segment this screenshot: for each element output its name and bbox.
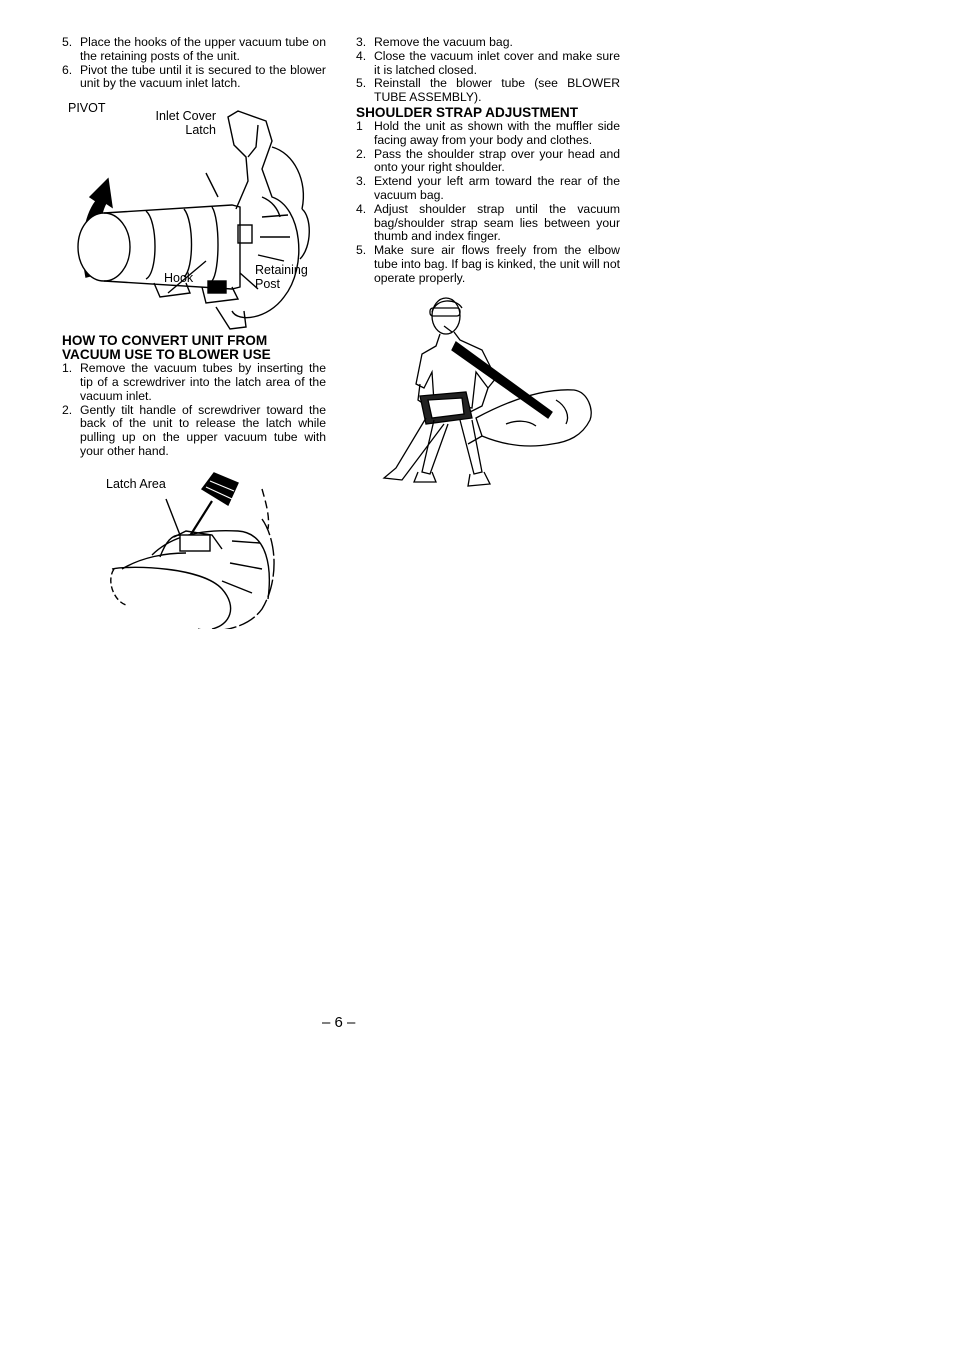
list-item: 1. Remove the vacuum tubes by inserting the tip of a screwdriver into the latch area of the vacuum inlet. <box>62 361 326 403</box>
retaining-post-label: Retaining Post <box>255 263 308 292</box>
hook-label: Hook <box>164 271 194 286</box>
list-item: 2. Pass the shoulder strap over your head and onto your right shoulder. <box>356 146 620 175</box>
latch-area-label: Latch Area <box>106 476 166 491</box>
list-item: 4. Adjust shoulder strap until the vacuum bag/shoulder strap seam lies between your thumb and index finger. <box>356 201 620 244</box>
list-item: 5. Reinstall the blower tube (see BLOWER TUBE ASSEMBLY). <box>356 76 620 105</box>
list-item: 1 Hold the unit as shown with the muffler side facing away from your body and clothes. <box>356 118 620 147</box>
left-column <box>62 36 326 629</box>
convert-steps-list <box>62 362 326 459</box>
vacuum-tube-pivot-figure <box>62 97 326 331</box>
shoulder-strap-heading: SHOULDER STRAP ADJUSTMENT <box>356 104 579 120</box>
list-item: 2. Gently tilt handle of screwdriver toward the back of the unit to release the latch while pulling up on the upper vacuum tube with your other hand. <box>62 402 326 458</box>
latch-area-figure <box>62 469 326 629</box>
page-number: – 6 – <box>322 1014 356 1031</box>
convert-heading: HOW TO CONVERT UNIT FROM VACUUM USE TO BLOWER USE <box>62 333 271 363</box>
operator-with-vacuum-figure <box>356 292 620 502</box>
screwdriver-latch-illustration <box>62 469 326 629</box>
list-item: 4. Close the vacuum inlet cover and make sure it is latched closed. <box>356 48 620 77</box>
inlet-cover-latch-label: Inlet Cover Latch <box>155 109 216 138</box>
list-item: 6. Pivot the tube until it is secured to the blower unit by the vacuum inlet latch. <box>62 62 326 91</box>
list-item: 5. Make sure air flows freely from the elbow tube into bag. If bag is kinked, the unit will not operate properly. <box>356 243 620 285</box>
list-item: 5. Place the hooks of the upper vacuum tube on the retaining posts of the unit. <box>62 35 326 63</box>
right-column <box>356 36 620 502</box>
list-item: 3. Extend your left arm toward the rear of the vacuum bag. <box>356 174 620 202</box>
operator-illustration <box>356 292 620 502</box>
list-item: 3. Remove the vacuum bag. <box>356 35 513 49</box>
shoulder-strap-steps-list <box>356 120 620 286</box>
install-steps-list <box>62 36 326 91</box>
pivot-label: PIVOT <box>68 101 106 116</box>
remove-bag-steps-list <box>356 36 620 105</box>
